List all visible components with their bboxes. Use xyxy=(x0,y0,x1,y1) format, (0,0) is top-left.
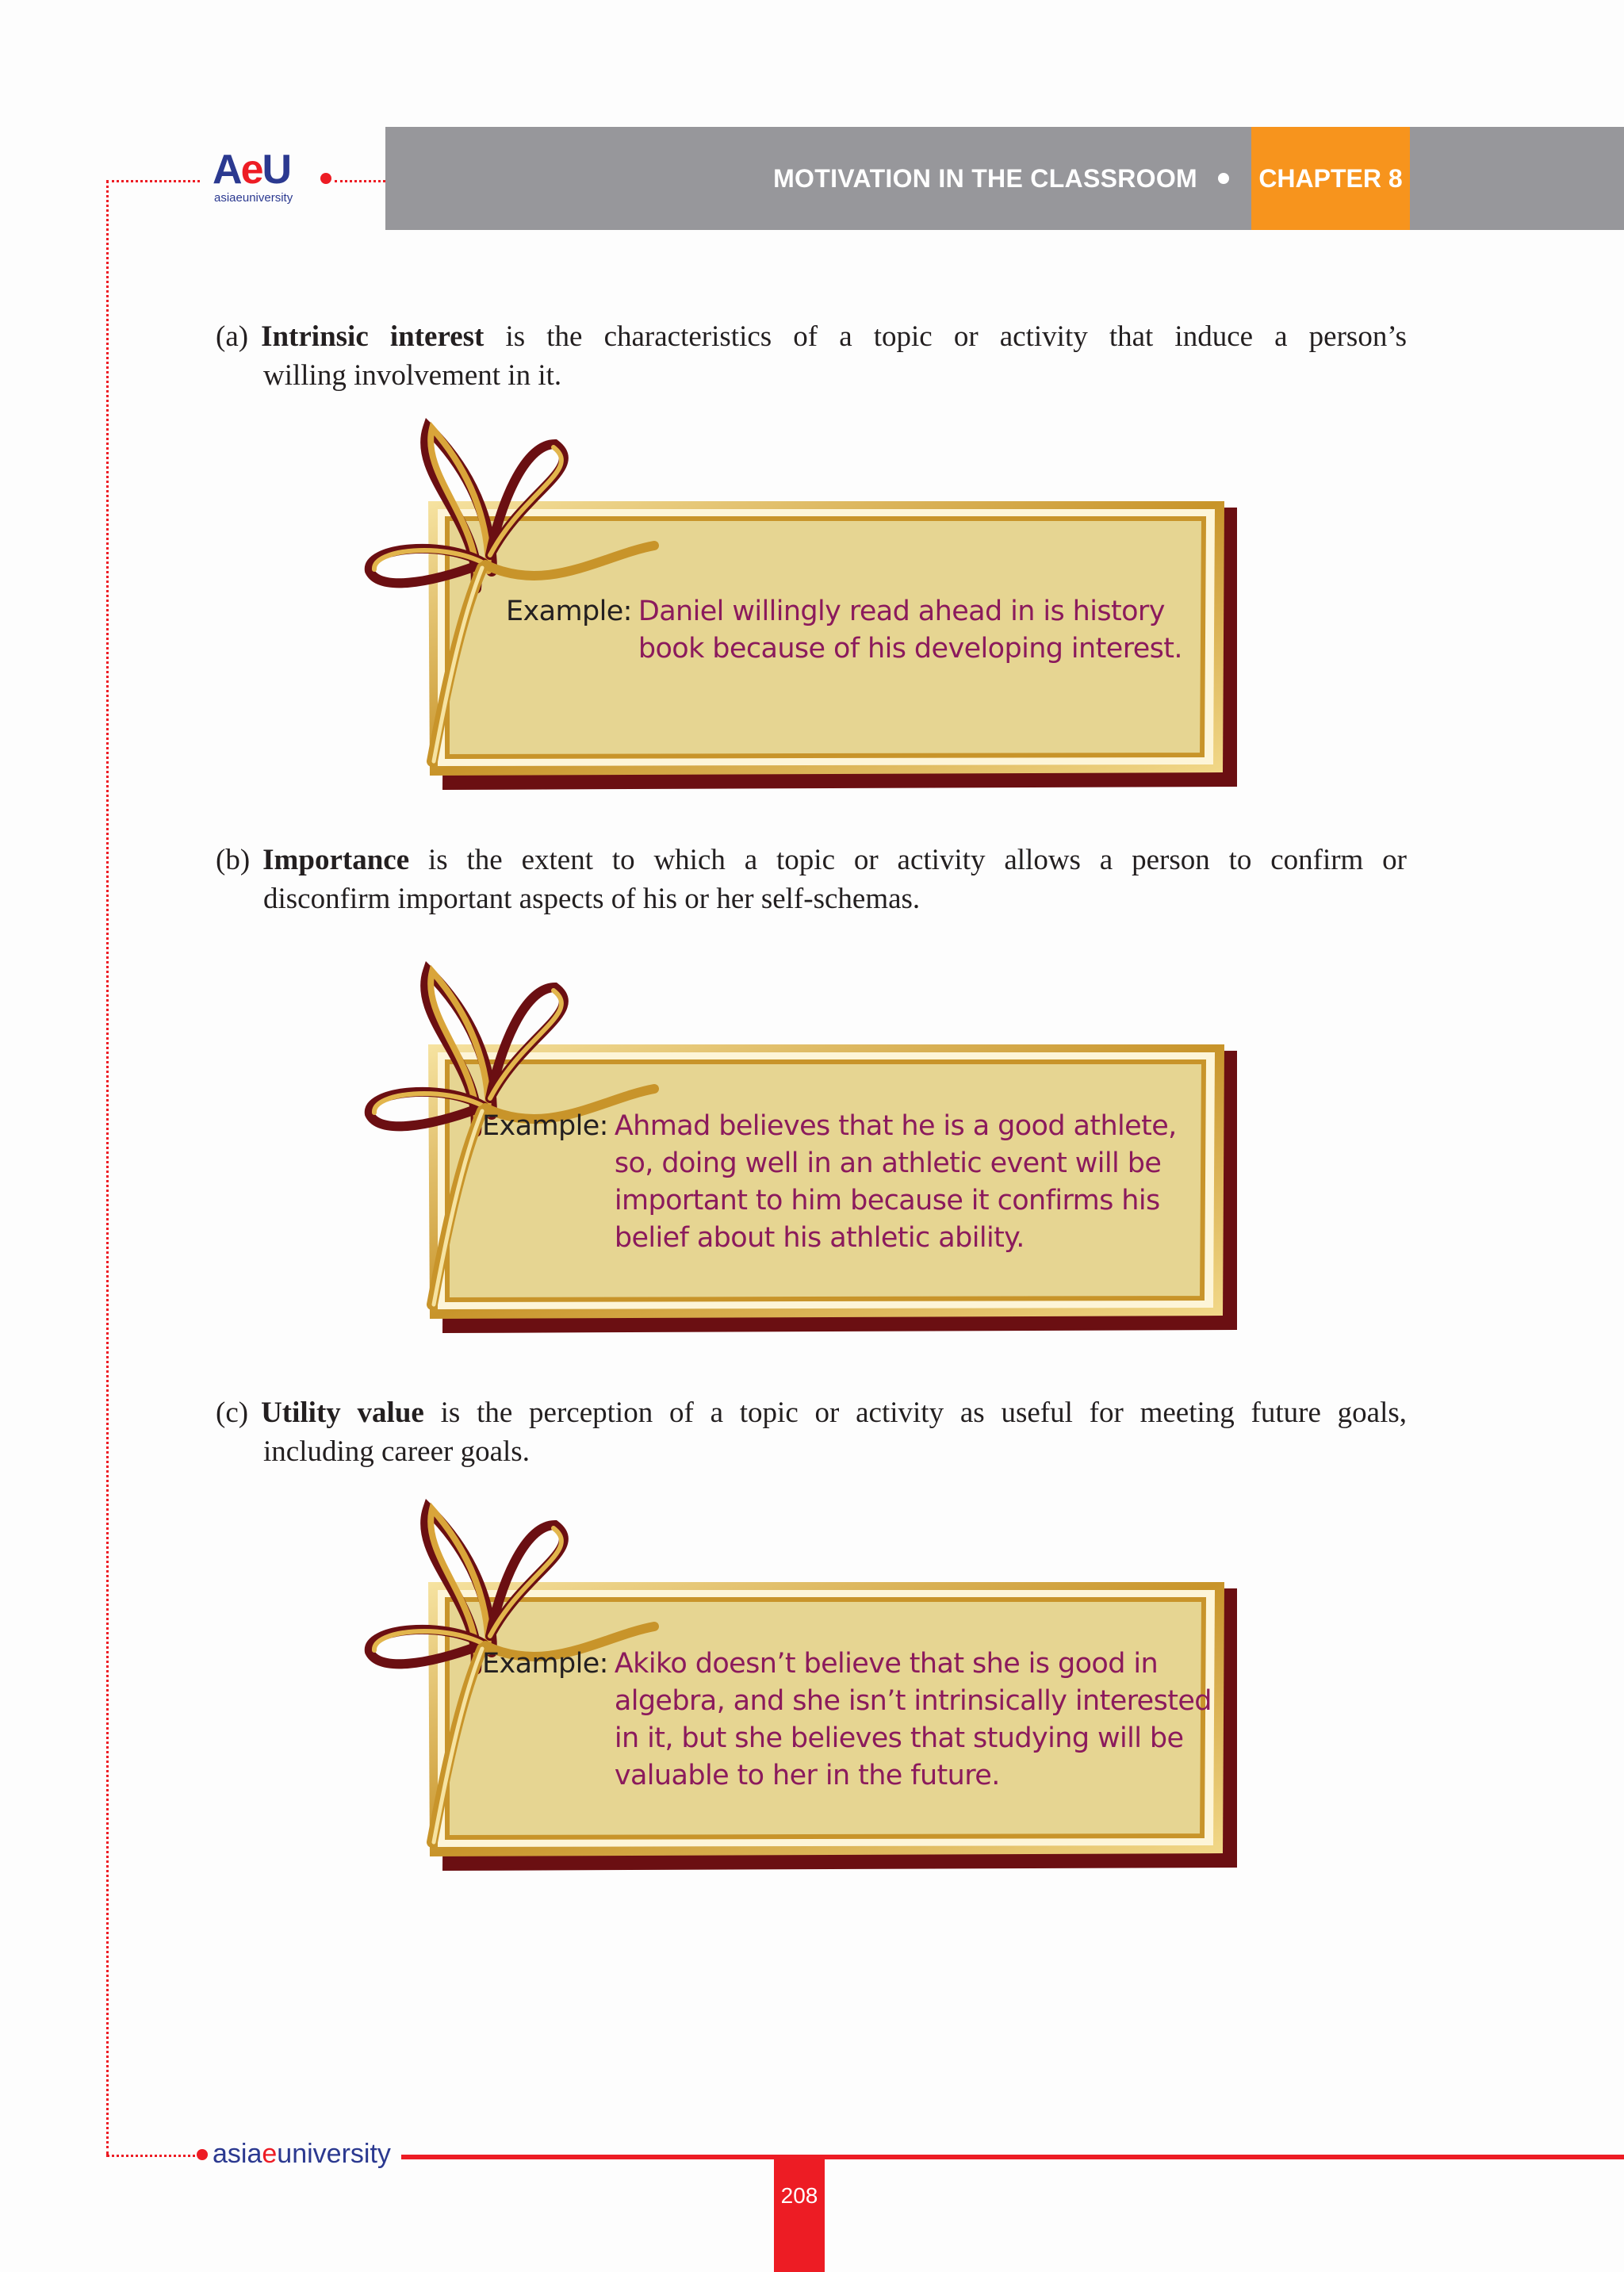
example-line: algebra, and she isn’t intrinsically interested xyxy=(614,1685,1212,1717)
frame-dots-top xyxy=(106,180,200,182)
footer-dot xyxy=(197,2149,208,2160)
example-body xyxy=(615,1108,1177,1257)
example-line: belief about his athletic ability. xyxy=(614,1222,1025,1254)
definition-line-1: Importance is the extent to which a topic or activity allows a person to confirm or xyxy=(262,844,1407,876)
example-label: Example: xyxy=(482,1648,608,1680)
logo-dot xyxy=(320,173,331,184)
example-body xyxy=(638,593,1182,668)
header-bullet-icon xyxy=(1218,173,1229,184)
definition-importance xyxy=(216,841,1407,918)
frame-dots-bottom xyxy=(106,2155,201,2157)
term: Intrinsic interest xyxy=(261,320,485,353)
item-marker: (c) xyxy=(216,1397,249,1429)
example-line: book because of his developing interest. xyxy=(638,633,1182,665)
chapter-badge xyxy=(1251,127,1410,230)
definition-intrinsic-interest xyxy=(216,317,1407,395)
footer-rule xyxy=(401,2155,1624,2159)
page-number: 208 xyxy=(780,2183,818,2208)
definition-line-2: disconfirm important aspects of his or her self-schemas. xyxy=(263,883,921,915)
example-line: in it, but she believes that studying will be xyxy=(614,1722,1184,1754)
chapter-label: CHAPTER 8 xyxy=(1258,163,1403,193)
example-card-a xyxy=(349,412,1237,793)
definition-line-1: Intrinsic interest is the characteristics of a topic or activity that induce a person’s xyxy=(261,320,1407,353)
example-label: Example: xyxy=(506,596,632,627)
definition-line-1: Utility value is the perception of a topic or activity as useful for meeting future goals, xyxy=(261,1397,1408,1429)
example-text xyxy=(482,1646,1212,1795)
example-line: important to him because it confirms his xyxy=(614,1185,1160,1216)
example-card-b xyxy=(349,956,1237,1336)
example-line: Ahmad believes that he is a good athlete, xyxy=(614,1110,1177,1142)
example-line: so, doing well in an athletic event will be xyxy=(614,1147,1162,1179)
frame-dots-top-right xyxy=(335,180,385,182)
header-title xyxy=(385,127,1251,230)
example-text xyxy=(506,593,1182,668)
term: Utility value xyxy=(261,1397,424,1429)
header-bar xyxy=(385,127,1624,230)
section-title: MOTIVATION IN THE CLASSROOM xyxy=(773,163,1197,193)
term: Importance xyxy=(262,844,410,876)
example-label: Example: xyxy=(482,1110,608,1142)
item-marker: (b) xyxy=(216,844,251,876)
page-number-tab xyxy=(774,2159,825,2272)
example-card-c xyxy=(349,1493,1237,1874)
example-line: Akiko doesn’t believe that she is good in xyxy=(614,1648,1159,1680)
example-line: Daniel willingly read ahead in is history xyxy=(638,596,1165,627)
definition-utility-value xyxy=(216,1393,1407,1471)
example-body xyxy=(615,1646,1212,1795)
frame-dots-left xyxy=(106,180,109,2155)
example-line: valuable to her in the future. xyxy=(614,1760,1000,1791)
definition-line-2: including career goals. xyxy=(263,1435,530,1468)
logo-mark: AeU xyxy=(213,147,291,193)
example-text xyxy=(482,1108,1177,1257)
item-marker: (a) xyxy=(216,320,249,353)
logo-subtitle: asiaeuniversity xyxy=(214,191,293,205)
definition-line-2: willing involvement in it. xyxy=(263,359,562,392)
footer-brand: asiaeuniversity xyxy=(213,2139,391,2169)
